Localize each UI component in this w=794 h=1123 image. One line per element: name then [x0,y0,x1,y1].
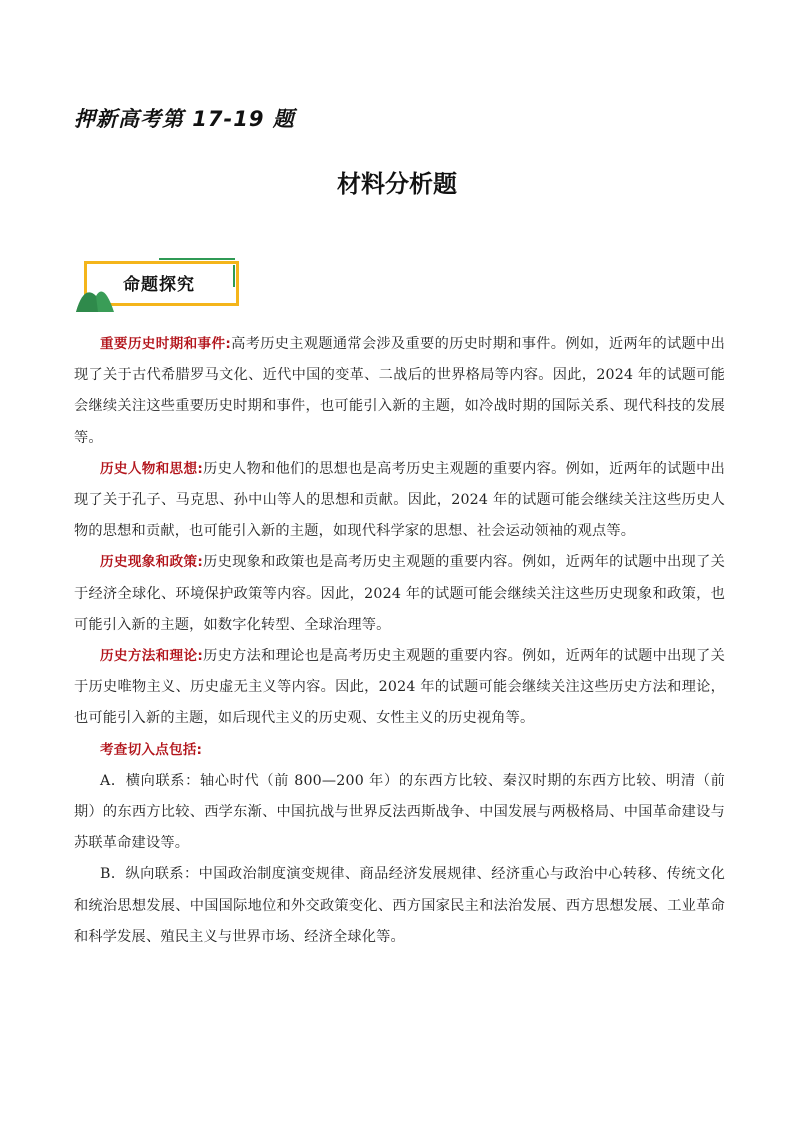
paragraph-keyword: 历史现象和政策: [100,554,203,571]
content-body [74,329,725,953]
badge-accent-vbar [233,265,235,287]
green-hills-icon [76,278,116,314]
badge-accent-bar [159,258,235,260]
entry-point-horizontal: A．横向联系：轴心时代（前 800—200 年）的东西方比较、秦汉时期的东西方比较、明清（前期）的东西方比较、西学东渐、中国抗战与世界反法西斯战争、中国发展与两极格局、中国革命建设与苏联革命建设等。 [74,772,725,852]
entry-point-vertical: B．纵向联系：中国政治制度演变规律、商品经济发展规律、经济重心与政治中心转移、传统文化和统治思想发展、中国国际地位和外交政策变化、西方国家民主和法治发展、西方思想发展、工业革命和科学发展、殖民主义与世界市场、经济全球化等。 [74,866,725,945]
paragraph-keyword: 重要历史时期和事件: [100,336,232,352]
paragraph-methods [74,641,725,735]
page-title: 材料分析题 [337,170,457,198]
paragraph-figures [74,454,725,548]
section-badge-label: 命题探究 [123,275,195,295]
entry-points-heading: 考查切入点包括: [100,741,203,758]
paragraph-text: 历史方法和理论也是高考历史主观题的重要内容。例如，近两年的试题中出现了关于历史唯物主义、历史虚无主义等内容。因此，2024 年的试题可能会继续关注这些历史方法和理论，也可能引入新的主题，如后现代主义的历史观、女性主义的历史视角等。 [74,648,725,727]
paragraph-text: 高考历史主观题通常会涉及重要的历史时期和事件。例如，近两年的试题中出现了关于古代希腊罗马文化、近代中国的变革、二战后的世界格局等内容。因此，2024 年的试题可能会继续关注这些重要历史时期和事件，也可能引入新的主题，如冷战时期的国际关系、现代科技的发展等。 [74,336,725,446]
header-title: 押新高考第 17-19 题 [74,107,295,131]
paragraph-policies [74,547,725,641]
paragraph-keyword: 历史方法和理论: [100,648,203,665]
paragraph-keyword: 历史人物和思想: [100,460,203,477]
paragraph-events [74,329,725,454]
paragraph-text: 历史现象和政策也是高考历史主观题的重要内容。例如，近两年的试题中出现了关于经济全球化、环境保护政策等内容。因此，2024 年的试题可能会继续关注这些历史现象和政策，也可能引入新的主题，如数字化转型、全球治理等。 [74,554,725,633]
section-badge [76,258,248,314]
paragraph-text: 历史人物和他们的思想也是高考历史主观题的重要内容。例如，近两年的试题中出现了关于孔子、马克思、孙中山等人的思想和贡献。因此，2024 年的试题可能会继续关注这些历史人物的思想和贡献，也可能引入新的主题，如现代科学家的思想、社会运动领袖的观点等。 [74,460,725,540]
